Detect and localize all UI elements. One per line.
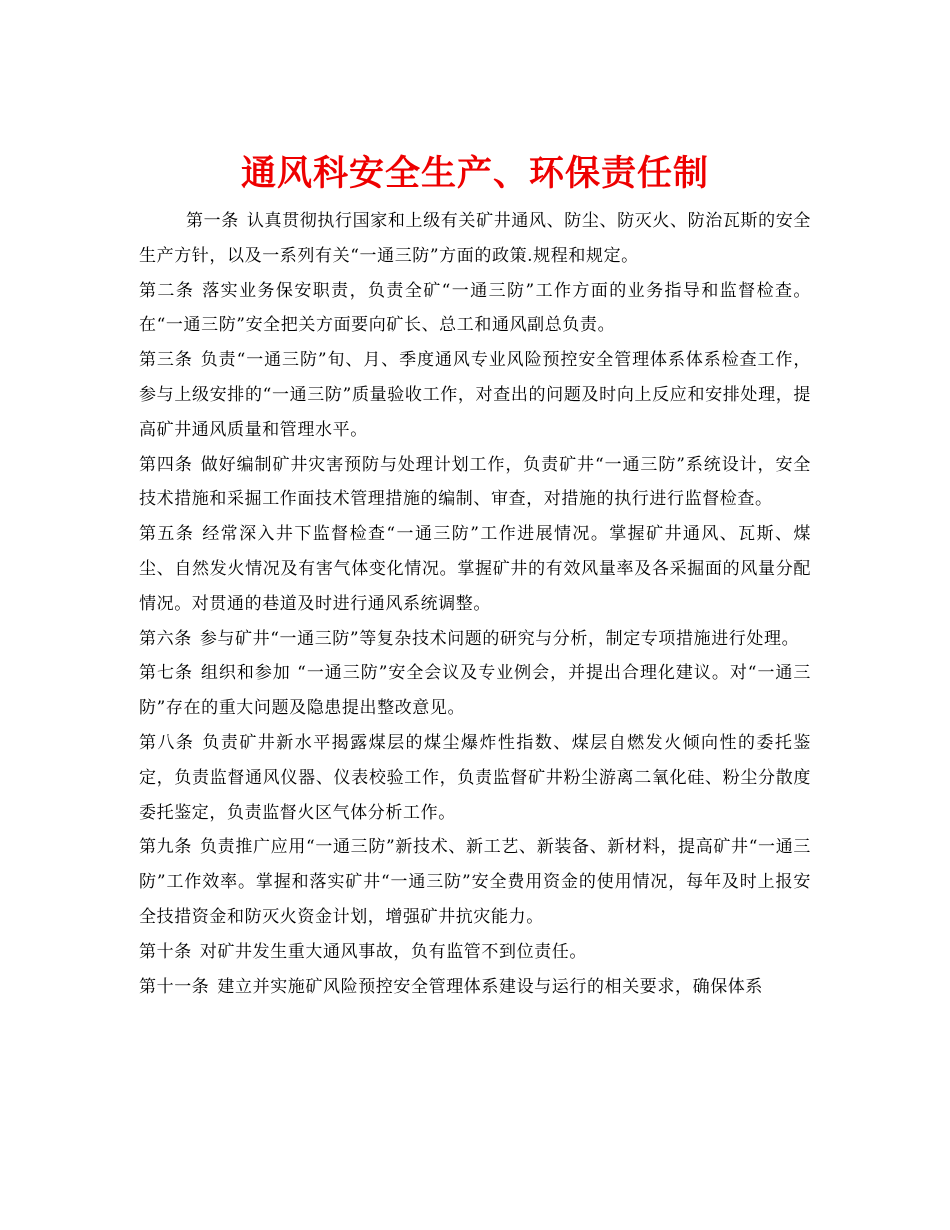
article-3 bbox=[139, 343, 811, 447]
article-10 bbox=[139, 935, 811, 970]
article-number: 第八条 bbox=[139, 732, 195, 753]
article-8 bbox=[139, 726, 811, 830]
article-number: 第三条 bbox=[139, 350, 193, 371]
article-text: 负责推广应用“一通三防”新技术、新工艺、新装备、新材料，提高矿井“一通三防”工作效率。掌握和落实矿井“一通三防”安全费用资金的使用情况，每年及时上报安全技措资金和防灭火资金计划，增强矿井抗灾能力。 bbox=[139, 837, 811, 927]
article-text: 组织和参加 “一通三防”安全会议及专业例会，并提出合理化建议。对“一通三防”存在的重大问题及隐患提出整改意见。 bbox=[139, 663, 811, 719]
article-1 bbox=[139, 204, 811, 274]
document-body bbox=[139, 204, 811, 1004]
article-number: 第九条 bbox=[139, 837, 192, 858]
article-number: 第七条 bbox=[139, 663, 193, 684]
article-11 bbox=[139, 970, 811, 1005]
article-6 bbox=[139, 622, 811, 657]
article-number: 第一条 bbox=[186, 211, 239, 231]
article-9 bbox=[139, 830, 811, 934]
article-text: 负责“一通三防”旬、月、季度通风专业风险预控安全管理体系体系检查工作，参与上级安排的“一通三防”质量验收工作，对查出的问题及时向上反应和安排处理，提高矿井通风质量和管理水平。 bbox=[139, 350, 811, 440]
article-number: 第十条 bbox=[139, 941, 192, 962]
page-title: 通风科安全生产、环保责任制 bbox=[240, 154, 709, 195]
article-5 bbox=[139, 517, 811, 621]
article-text: 做好编制矿井灾害预防与处理计划工作，负责矿井“一通三防”系统设计，安全技术措施和采掘工作面技术管理措施的编制、审查，对措施的执行进行监督检查。 bbox=[139, 454, 811, 510]
article-number: 第四条 bbox=[139, 454, 193, 475]
article-text: 对矿井发生重大通风事故，负有监管不到位责任。 bbox=[199, 941, 588, 962]
article-number: 第十一条 bbox=[139, 976, 210, 997]
article-4 bbox=[139, 448, 811, 518]
article-7 bbox=[139, 656, 811, 726]
article-text: 建立并实施矿风险预控安全管理体系建设与运行的相关要求，确保体系 bbox=[217, 976, 764, 997]
article-2 bbox=[139, 274, 811, 344]
article-text: 认真贯彻执行国家和上级有关矿井通风、防尘、防灭火、防治瓦斯的安全生产方针，以及一系列有关“一通三防”方面的政策.规程和规定。 bbox=[139, 211, 811, 266]
article-text: 落实业务保安职责，负责全矿“一通三防”工作方面的业务指导和监督检查。在“一通三防”安全把关方面要向矿长、总工和通风副总负责。 bbox=[139, 280, 812, 336]
article-number: 第二条 bbox=[139, 280, 195, 301]
article-number: 第五条 bbox=[139, 524, 195, 545]
article-text: 参与矿井“一通三防”等复杂技术问题的研究与分析，制定专项措施进行处理。 bbox=[199, 628, 800, 649]
article-text: 经常深入井下监督检查“一通三防”工作进展情况。掌握矿井通风、瓦斯、煤尘、自然发火情况及有害气体变化情况。掌握矿井的有效风量率及各采掘面的风量分配情况。对贯通的巷道及时进行通风系统调整。 bbox=[139, 524, 812, 614]
article-text: 负责矿井新水平揭露煤层的煤尘爆炸性指数、煤层自燃发火倾向性的委托鉴定，负责监督通风仪器、仪表校验工作，负责监督矿井粉尘游离二氧化硅、粉尘分散度委托鉴定，负责监督火区气体分析工作。 bbox=[139, 732, 811, 823]
article-number: 第六条 bbox=[139, 628, 192, 649]
